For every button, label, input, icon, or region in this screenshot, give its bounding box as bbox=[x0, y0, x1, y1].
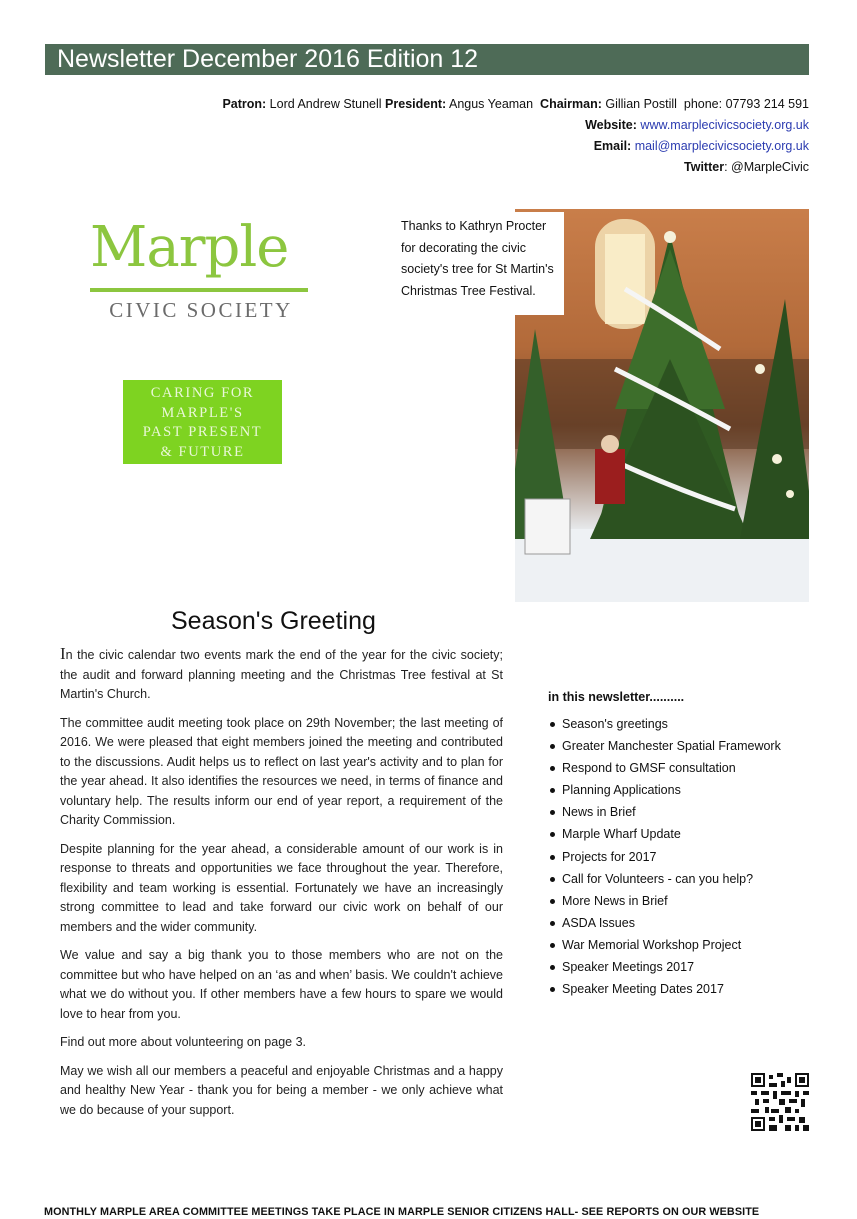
logo-subtitle: CIVIC SOCIETY bbox=[109, 298, 293, 322]
article-paragraph: The committee audit meeting took place on 29th November; the last meeting of 2016. We were pleased that eight members joined the meeting and contributed to the discussions. Audit helps us to reflect on last year's activity and to plan for the year ahead. It also identifies the resources we need, in terms of finance and voluntary help. The results inform our end of year report, a requirement of the Charity Commission. bbox=[60, 715, 503, 827]
twitter-line: Twitter: @MarpleCivic bbox=[684, 160, 809, 174]
article-paragraph: In the civic calendar two events mark the end of the year for the civic society; the audit and forward planning meeting and the Christmas Tree festival at St Martin's Church. bbox=[60, 644, 503, 701]
contents-item: Greater Manchester Spatial Framework bbox=[548, 735, 818, 757]
contents-list bbox=[548, 713, 818, 1000]
marple-civic-society-logo bbox=[90, 216, 312, 326]
newsletter-title: Newsletter December 2016 Edition 12 bbox=[45, 44, 809, 75]
article-paragraph: May we wish all our members a peaceful and enjoyable Christmas and a happy and healthy New Year - thank you for being a member - we only achieve what we do because of your support. bbox=[60, 1063, 503, 1117]
logo-rule bbox=[90, 288, 308, 292]
newsletter-contents bbox=[548, 687, 818, 1000]
contents-item: Projects for 2017 bbox=[548, 846, 818, 868]
contents-item: War Memorial Workshop Project bbox=[548, 934, 818, 956]
contact-block bbox=[222, 94, 809, 178]
drop-cap: I bbox=[60, 644, 66, 663]
contents-item: More News in Brief bbox=[548, 890, 818, 912]
article-paragraph: Find out more about volunteering on page 3. bbox=[60, 1035, 307, 1049]
twitter-handle: : @MarpleCivic bbox=[724, 160, 809, 174]
photo-caption: Thanks to Kathryn Procter for decorating the civic society's tree for St Martin's Christmas Tree Festival. bbox=[393, 212, 564, 315]
contents-item: Season's greetings bbox=[548, 713, 818, 735]
footer-notice: MONTHLY MARPLE AREA COMMITTEE MEETINGS TAKE PLACE IN MARPLE SENIOR CITIZENS HALL- SEE REPORTS ON OUR WEBSITE bbox=[44, 1206, 760, 1218]
website-line: Website: www.marplecivicsociety.org.uk bbox=[585, 118, 809, 132]
qr-code-graphic bbox=[751, 1073, 809, 1131]
contents-item: Speaker Meetings 2017 bbox=[548, 956, 818, 978]
patron-name: Lord Andrew Stunell bbox=[269, 97, 382, 111]
contents-title: in this newsletter.......... bbox=[548, 690, 685, 704]
contents-item: Speaker Meeting Dates 2017 bbox=[548, 978, 818, 1000]
phone-number: phone: 07793 214 591 bbox=[683, 97, 809, 111]
qr-code-icon[interactable] bbox=[751, 1073, 809, 1131]
email-line: Email: mail@marplecivicsociety.org.uk bbox=[593, 139, 809, 153]
chairman-name: Gillian Postill bbox=[605, 97, 677, 111]
contents-item: Marple Wharf Update bbox=[548, 823, 818, 845]
contents-item: ASDA Issues bbox=[548, 912, 818, 934]
website-link[interactable]: www.marplecivicsociety.org.uk bbox=[640, 118, 809, 132]
article-body bbox=[60, 644, 503, 1129]
contents-item: News in Brief bbox=[548, 801, 818, 823]
contents-item: Call for Volunteers - can you help? bbox=[548, 868, 818, 890]
article-paragraph: Despite planning for the year ahead, a considerable amount of our work is in response to threats and opportunities we face throughout the year. Therefore, flexibility and team working is essential. Fortunately we have an increasingly strong committee to lead and take forward our civic work on behalf of our members and the wider community. bbox=[60, 841, 503, 934]
email-link[interactable]: mail@marplecivicsociety.org.uk bbox=[634, 139, 809, 153]
article-paragraph: We value and say a big thank you to those members who are not on the committee but who have helped on an ‘as and when’ basis. We couldn't achieve what we do without you. If other members have a few hours to spare we would love to hear from you. bbox=[60, 948, 503, 1021]
logo-wordmark: Marple bbox=[90, 215, 289, 280]
article-title: Season's Greeting bbox=[171, 607, 376, 635]
president-name: Angus Yeaman bbox=[448, 97, 534, 111]
officers-line: Patron: Lord Andrew Stunell President: Angus Yeaman Chairman: Gillian Postill phone: 07793 214 591 bbox=[222, 97, 809, 111]
tagline-box: CARING FOR MARPLE'S PAST PRESENT & FUTURE bbox=[123, 380, 282, 464]
contents-item: Planning Applications bbox=[548, 779, 818, 801]
contents-item: Respond to GMSF consultation bbox=[548, 757, 818, 779]
